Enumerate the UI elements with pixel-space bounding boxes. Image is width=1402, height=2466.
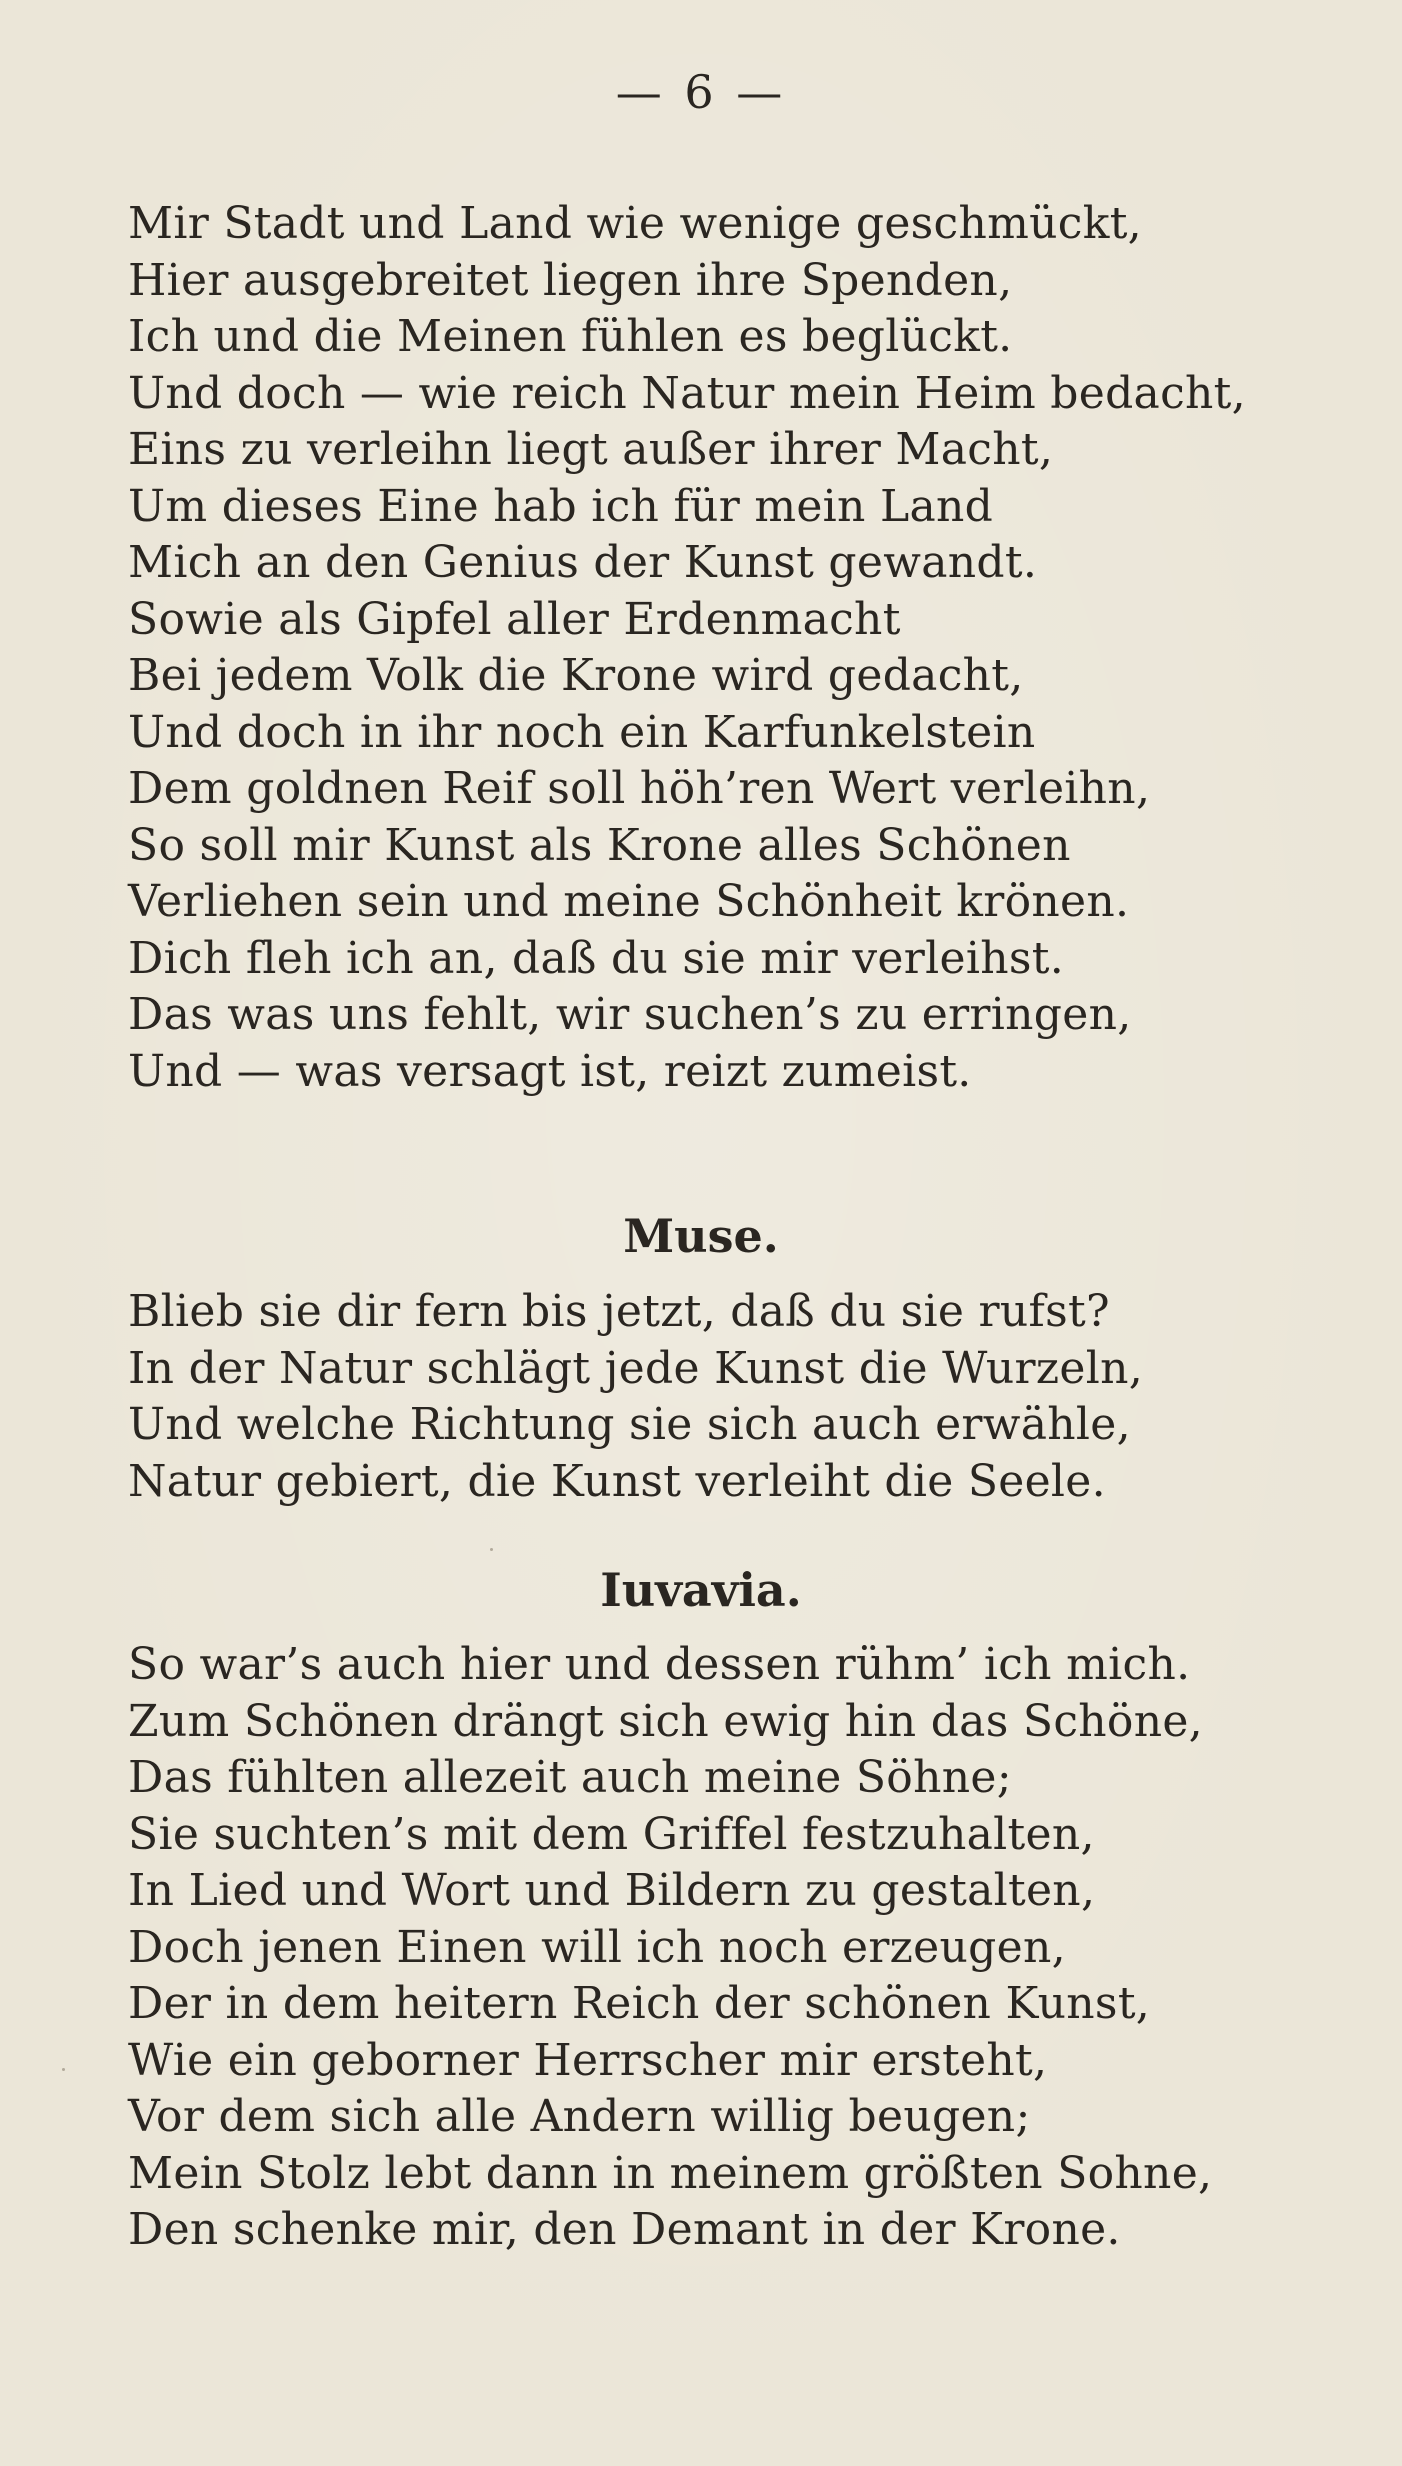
verse-line: In der Natur schlägt jede Kunst die Wurzeln,	[128, 1342, 1143, 1394]
verse-line: Sowie als Gipfel aller Erdenmacht	[128, 593, 901, 645]
verse-line: Mich an den Genius der Kunst gewandt.	[128, 537, 1038, 588]
verse-line: Hier ausgebreitet liegen ihre Spenden,	[128, 254, 1013, 306]
verse-line: Wie ein geborner Herrscher mir ersteht,	[128, 2034, 1048, 2086]
verse-line: Der in dem heitern Reich der schönen Kunst,	[128, 1978, 1151, 2029]
verse-line: Dich fleh ich an, daß du sie mir verleihst.	[128, 932, 1064, 984]
verse-line: Bei jedem Volk die Krone wird gedacht,	[128, 650, 1024, 701]
verse-line: Und — was versagt ist, reizt zumeist.	[128, 1045, 972, 1097]
stanza-muse	[128, 1284, 1348, 1510]
verse-line: Vor dem sich alle Andern willig beugen;	[128, 2091, 1031, 2142]
verse-line: Mir Stadt und Land wie wenige geschmückt,	[128, 198, 1142, 249]
page-number: — 6 —	[615, 65, 787, 119]
verse-line: Mein Stolz lebt dann in meinem größten Sohne,	[128, 2147, 1213, 2199]
verse-line: Sie suchten’s mit dem Griffel festzuhalten,	[128, 1808, 1095, 1860]
stanza-opening	[128, 196, 1348, 1100]
verse-line: Und welche Richtung sie sich auch erwähle,	[128, 1399, 1131, 1450]
verse-line: In Lied und Wort und Bildern zu gestalten,	[128, 1865, 1096, 1916]
verse-line: Doch jenen Einen will ich noch erzeugen,	[128, 1921, 1066, 1973]
verse-line: Natur gebiert, die Kunst verleiht die Seele.	[128, 1455, 1106, 1507]
verse-line: Eins zu verleihn liegt außer ihrer Macht,	[128, 424, 1054, 475]
verse-line: Blieb sie dir fern bis jetzt, daß du sie rufst?	[128, 1286, 1110, 1337]
verse-line: Ich und die Meinen fühlen es beglückt.	[128, 311, 1013, 362]
verse-line: So soll mir Kunst als Krone alles Schönen	[128, 819, 1071, 871]
verse-line: Das fühlten allezeit auch meine Söhne;	[128, 1752, 1012, 1803]
verse-line: So war’s auch hier und dessen rühm’ ich mich.	[128, 1639, 1191, 1690]
verse-line: Dem goldnen Reif soll höh’ren Wert verleihn,	[128, 763, 1151, 814]
speaker-heading-iuvavia: Iuvavia.	[600, 1563, 802, 1617]
verse-line: Zum Schönen drängt sich ewig hin das Schöne,	[128, 1695, 1203, 1747]
paper-speck	[62, 2068, 65, 2071]
paper-speck	[490, 1548, 493, 1551]
verse-line: Den schenke mir, den Demant in der Krone.	[128, 2204, 1121, 2255]
verse-line: Um dieses Eine hab ich für mein Land	[128, 480, 994, 532]
verse-line: Und doch — wie reich Natur mein Heim bedacht,	[128, 367, 1246, 419]
verse-line: Und doch in ihr noch ein Karfunkelstein	[128, 706, 1036, 758]
verse-line: Verliehen sein und meine Schönheit krönen.	[128, 876, 1130, 927]
stanza-iuvavia	[128, 1637, 1348, 2259]
speaker-heading-muse: Muse.	[623, 1209, 779, 1263]
verse-line: Das was uns fehlt, wir suchen’s zu erringen,	[128, 989, 1132, 1040]
